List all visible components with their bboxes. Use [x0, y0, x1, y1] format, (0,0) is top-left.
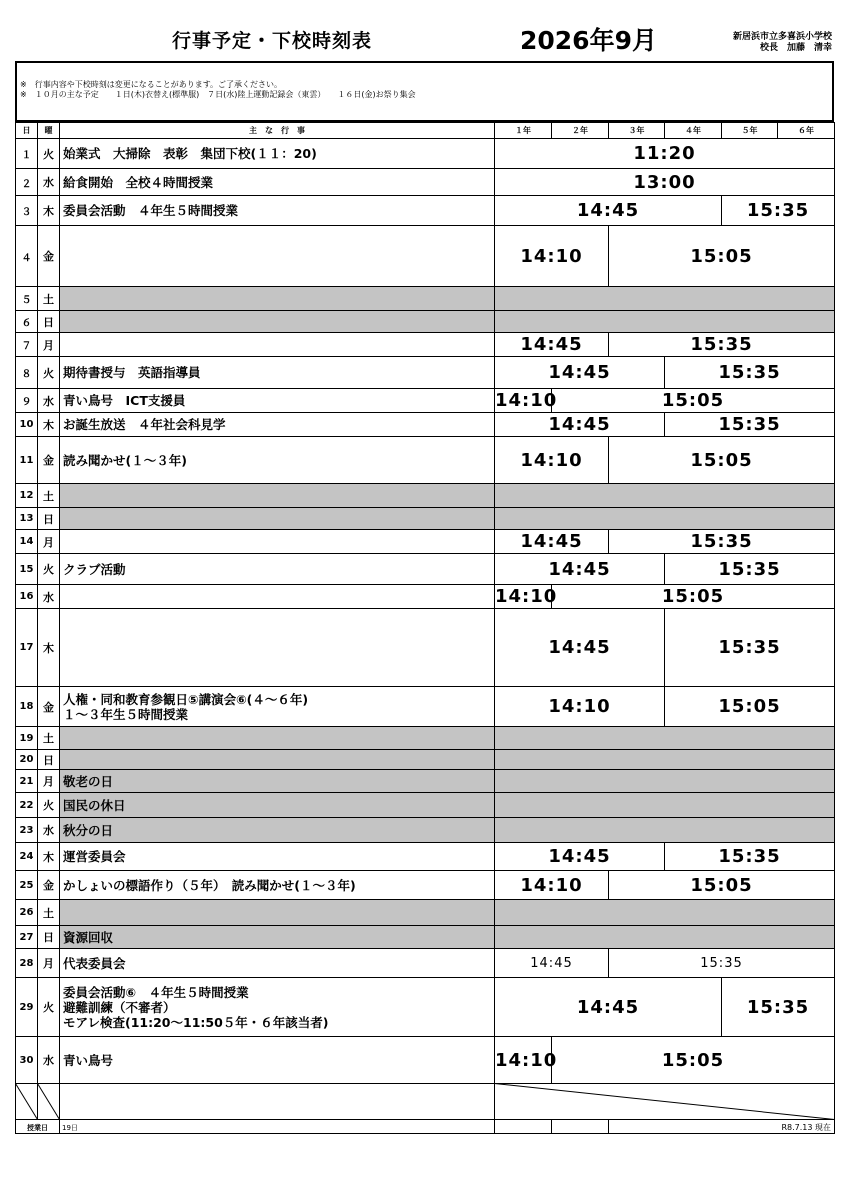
event-line: 運営委員会: [63, 849, 126, 864]
day-number: ９: [16, 389, 38, 413]
dismissal-time: 15:35: [665, 357, 835, 389]
dismissal-time: 15:35: [609, 949, 835, 978]
schedule-row: [16, 357, 835, 389]
col-grade-6: ６年: [778, 123, 835, 139]
day-number: 21: [16, 770, 38, 793]
event-line: 人権・同和教育参観日⑤講演会⑥(４～６年): [63, 691, 309, 707]
weekday: 火: [38, 357, 60, 389]
dismissal-time: 14:45: [495, 949, 609, 978]
event-cell: [60, 871, 495, 900]
dismissal-time: 14:45: [495, 609, 665, 687]
dismissal-time: 15:35: [665, 843, 835, 871]
no-school-cell: [495, 311, 835, 333]
school-days-value: 19日: [60, 1120, 495, 1134]
weekday: 日: [38, 311, 60, 333]
event-line: 読み聞かせ(１～３年): [63, 452, 187, 468]
event-cell: [60, 554, 495, 585]
weekday: 土: [38, 484, 60, 508]
schedule-row: [16, 727, 835, 750]
weekday: 火: [38, 554, 60, 585]
col-grade-3: ３年: [609, 123, 665, 139]
weekday: 木: [38, 609, 60, 687]
event-cell: [60, 389, 495, 413]
schedule-row: [16, 770, 835, 793]
col-grade-2: ２年: [552, 123, 609, 139]
schedule-row: [16, 484, 835, 508]
event-line: 青い鳥号 ICT支援員: [63, 393, 186, 408]
day-number: ８: [16, 357, 38, 389]
weekday: 月: [38, 949, 60, 978]
weekday: 金: [38, 871, 60, 900]
weekday: 水: [38, 389, 60, 413]
event-line: お誕生放送 ４年社会科見学: [63, 417, 226, 432]
day-number: １: [16, 139, 38, 169]
notice-line: ※ 行事内容や下校時刻は変更になることがあります。ご了承ください。: [20, 80, 283, 89]
schedule-row: [16, 949, 835, 978]
schedule-row: [16, 793, 835, 818]
event-cell: [60, 437, 495, 484]
schedule-row: [16, 139, 835, 169]
weekday: 木: [38, 196, 60, 226]
dismissal-time: 15:05: [665, 687, 835, 727]
event-cell: [60, 793, 495, 818]
dismissal-time: 14:45: [495, 196, 722, 226]
day-number: ２: [16, 169, 38, 196]
day-number: 15: [16, 554, 38, 585]
day-number: 28: [16, 949, 38, 978]
weekday: 土: [38, 900, 60, 926]
event-line: 敬老の日: [63, 773, 114, 789]
day-number: 18: [16, 687, 38, 727]
school-days-label: 授業日: [16, 1120, 60, 1134]
weekday: 火: [38, 978, 60, 1037]
col-grade-1: １年: [495, 123, 552, 139]
dismissal-time: 14:45: [495, 413, 665, 437]
event-cell: [60, 139, 495, 169]
day-number: 24: [16, 843, 38, 871]
weekday: 水: [38, 1037, 60, 1084]
dismissal-time: 14:45: [495, 554, 665, 585]
schedule-row: [16, 437, 835, 484]
weekday: 日: [38, 508, 60, 530]
dismissal-time: 15:35: [609, 333, 835, 357]
day-number: ５: [16, 287, 38, 311]
no-school-cell: [495, 818, 835, 843]
schedule-row: [16, 818, 835, 843]
schedule-row: [16, 750, 835, 770]
day-number: ４: [16, 226, 38, 287]
col-grade-4: ４年: [665, 123, 722, 139]
weekday: 木: [38, 843, 60, 871]
event-line: 委員会活動 ４年生５時間授業: [63, 203, 239, 218]
schedule-row: [16, 169, 835, 196]
dismissal-time: 15:05: [609, 871, 835, 900]
event-cell: [60, 226, 495, 287]
schedule-row: [16, 687, 835, 727]
event-line: 代表委員会: [63, 955, 126, 971]
dismissal-time: 15:35: [665, 413, 835, 437]
schedule-row: [16, 843, 835, 871]
day-number: ６: [16, 311, 38, 333]
day-number: 26: [16, 900, 38, 926]
weekday: 水: [38, 818, 60, 843]
day-number: 17: [16, 609, 38, 687]
dismissal-time: 15:05: [552, 1037, 835, 1084]
col-grade-5: ５年: [722, 123, 778, 139]
day-number: 10: [16, 413, 38, 437]
weekday: 金: [38, 226, 60, 287]
page-title: 行事予定・下校時刻表: [172, 30, 373, 52]
schedule-row: [16, 1037, 835, 1084]
event-cell: [60, 770, 495, 793]
col-events: 主 な 行 事: [60, 123, 495, 139]
event-cell: [60, 843, 495, 871]
school-name: 新居浜市立多喜浜小学校: [732, 32, 832, 42]
weekday: 月: [38, 333, 60, 357]
weekday: 日: [38, 926, 60, 949]
principal-name: 校長 加藤 清幸: [759, 43, 832, 53]
day-number: 20: [16, 750, 38, 770]
schedule-row: [16, 926, 835, 949]
schedule-row: [16, 530, 835, 554]
day-number: 19: [16, 727, 38, 750]
event-line: クラブ活動: [63, 561, 126, 577]
event-cell: [60, 413, 495, 437]
event-cell: [60, 585, 495, 609]
schedule-row: [16, 585, 835, 609]
dismissal-time: 14:10: [495, 226, 609, 287]
event-line: １～３年生５時間授業: [63, 706, 189, 722]
no-school-cell: [495, 793, 835, 818]
weekday: 金: [38, 687, 60, 727]
schedule-row: [16, 287, 835, 311]
schedule-row: [16, 871, 835, 900]
event-cell: [60, 169, 495, 196]
event-line: 国民の休日: [63, 797, 126, 813]
day-number: 23: [16, 818, 38, 843]
schedule-row: [16, 196, 835, 226]
dismissal-time: 14:45: [495, 357, 665, 389]
schedule-row: [16, 554, 835, 585]
event-line: 給食開始 全校４時間授業: [63, 174, 214, 190]
event-line: 青い鳥号: [63, 1052, 114, 1068]
event-cell: [60, 311, 495, 333]
event-line: モアレ検査(11:20～11:50５年・６年該当者): [63, 1014, 329, 1030]
day-number: 25: [16, 871, 38, 900]
weekday: 日: [38, 750, 60, 770]
day-number: 27: [16, 926, 38, 949]
weekday: 土: [38, 727, 60, 750]
weekday: 木: [38, 413, 60, 437]
dismissal-time: 14:10: [495, 390, 558, 411]
schedule-row: [16, 311, 835, 333]
dismissal-time: 15:05: [609, 226, 835, 287]
blank-cell: [495, 1120, 552, 1134]
notice-box: [15, 61, 834, 122]
no-school-cell: [495, 484, 835, 508]
event-line: 委員会活動⑥ ４年生５時間授業: [63, 984, 249, 1000]
day-number: 12: [16, 484, 38, 508]
event-cell: [60, 508, 495, 530]
day-number: 11: [16, 437, 38, 484]
day-number: 22: [16, 793, 38, 818]
weekday: 水: [38, 169, 60, 196]
blank-cell: [38, 1084, 60, 1120]
blank-cell: [495, 1084, 835, 1120]
schedule-row: [16, 900, 835, 926]
blank-cell: [552, 1120, 609, 1134]
event-line: 期待書授与 英語指導員: [63, 365, 201, 380]
dismissal-time: 14:45: [495, 530, 609, 554]
dismissal-time: 15:05: [609, 437, 835, 484]
weekday: 水: [38, 585, 60, 609]
no-school-cell: [495, 926, 835, 949]
schedule-row: [16, 333, 835, 357]
dismissal-time: 15:35: [722, 196, 835, 226]
event-cell: [60, 196, 495, 226]
event-line: 秋分の日: [63, 822, 114, 838]
event-cell: [60, 287, 495, 311]
dismissal-time: 15:35: [665, 554, 835, 585]
col-weekday: 曜: [38, 123, 60, 139]
event-line: 避難訓練（不審者）: [63, 999, 176, 1015]
event-cell: [60, 484, 495, 508]
weekday: 土: [38, 287, 60, 311]
no-school-cell: [495, 750, 835, 770]
schedule-table: [15, 122, 835, 1134]
event-cell: [60, 900, 495, 926]
day-number: ７: [16, 333, 38, 357]
dismissal-time: 14:45: [495, 333, 609, 357]
day-number: 13: [16, 508, 38, 530]
day-number: 16: [16, 585, 38, 609]
blank-cell: [16, 1084, 38, 1120]
dismissal-time: 15:05: [552, 389, 835, 413]
day-number: 30: [16, 1037, 38, 1084]
dismissal-time: 15:35: [665, 609, 835, 687]
event-line: 資源回収: [63, 929, 114, 945]
no-school-cell: [495, 900, 835, 926]
event-cell: [60, 727, 495, 750]
event-cell: [60, 818, 495, 843]
schedule-row: [16, 226, 835, 287]
notice-line: ※ １０月の主な予定 １日(木)衣替え(標準服) ７日(水)陸上運動記録会（東雲） １６日(金)お祭り集会: [20, 90, 416, 99]
no-school-cell: [495, 287, 835, 311]
dismissal-time: 14:10: [495, 871, 609, 900]
no-school-cell: [495, 770, 835, 793]
no-school-cell: [495, 727, 835, 750]
event-cell: [60, 357, 495, 389]
dismissal-time: 14:45: [495, 978, 722, 1037]
day-number: 29: [16, 978, 38, 1037]
event-cell: [60, 609, 495, 687]
footer-spacer-row: [16, 1084, 835, 1120]
dismissal-time: 14:10: [495, 437, 609, 484]
weekday: 月: [38, 770, 60, 793]
dismissal-time: 14:10: [495, 687, 665, 727]
schedule-row: [16, 389, 835, 413]
event-line: 始業式 大掃除 表彰 集団下校(１１：20): [63, 146, 317, 161]
event-cell: [60, 949, 495, 978]
dismissal-time: 14:45: [495, 843, 665, 871]
schedule-row: [16, 978, 835, 1037]
header-row: [16, 123, 835, 139]
weekday: 火: [38, 139, 60, 169]
as-of-date: R8.7.13 現在: [609, 1120, 835, 1134]
dismissal-time: 15:35: [609, 530, 835, 554]
event-cell: [60, 687, 495, 727]
event-line: かしょいの標語作り（５年） 読み聞かせ(１～３年): [63, 877, 356, 893]
dismissal-time: 11:20: [495, 139, 835, 169]
weekday: 金: [38, 437, 60, 484]
dismissal-time: 14:10: [495, 586, 558, 607]
day-number: ３: [16, 196, 38, 226]
event-cell: [60, 978, 495, 1037]
event-cell: [60, 750, 495, 770]
dismissal-time: 15:35: [722, 978, 835, 1037]
event-cell: [60, 333, 495, 357]
schedule-row: [16, 413, 835, 437]
blank-cell: [60, 1084, 495, 1120]
weekday: 火: [38, 793, 60, 818]
dismissal-time: 15:05: [552, 585, 835, 609]
school-info: [700, 32, 832, 54]
event-cell: [60, 530, 495, 554]
footer-row: [16, 1120, 835, 1134]
weekday: 月: [38, 530, 60, 554]
event-cell: [60, 926, 495, 949]
no-school-cell: [495, 508, 835, 530]
schedule-row: [16, 508, 835, 530]
event-cell: [60, 1037, 495, 1084]
schedule-row: [16, 609, 835, 687]
dismissal-time: 13:00: [495, 169, 835, 196]
col-day: 日: [16, 123, 38, 139]
dismissal-time: 14:10: [495, 1037, 552, 1084]
day-number: 14: [16, 530, 38, 554]
month-heading: 2026年9月: [520, 26, 657, 55]
